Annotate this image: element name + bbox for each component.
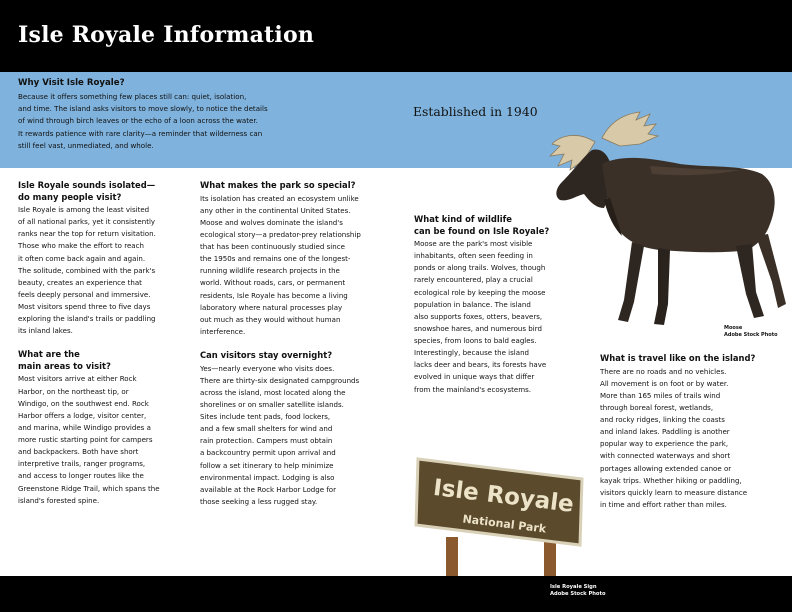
overnight-heading: Can visitors stay overnight? <box>200 350 333 360</box>
wildlife-heading: What kind of wildlife can be found on Isle Royale? <box>414 214 550 236</box>
established-label: Established in 1940 <box>413 104 538 119</box>
isle-royale-sign-photo <box>410 445 590 580</box>
special-body: Its isolation has created an ecosystem unlike any other in the continental United States. Moose and wolves dominate the island's ecological story—a predator-prey relationship that has been continuously studied since the 1950s and remains one of the longest- running wildlife research projects in the world. Without roads, cars, or permanent residents, Isle Royale has become a living laboratory where natural processes play out much as they would without human interference. <box>200 193 361 336</box>
overnight-body: Yes—nearly everyone who visits does. There are thirty-six designated campgrounds across the island, most located along the shorelines or on smaller satellite islands. Sites include tent pads, food lockers, and a few small shelters for wind and rain protection. Campers must obtain a backcountry permit upon arrival and follow a set itinerary to help minimize environmental impact. Lodging is also available at the Rock Harbor Lodge for those seeking a less rugged stay. <box>200 363 360 506</box>
areas-heading: What are the main areas to visit? <box>18 349 111 371</box>
isolated-heading: Isle Royale sounds isolated— do many people visit? <box>18 180 156 202</box>
travel-body: There are no roads and no vehicles. All movement is on foot or by water. More than 165 miles of trails wind through boreal forest, wetlands, and rocky ridges, linking the coasts and inland lakes. Paddling is another popular way to experience the park, with connected waterways and short portages allowing extended canoe or kayak trips. Whether hiking or paddling, visitors quickly learn to measure distance in time and effort rather than miles. <box>600 366 748 509</box>
page-title: Isle Royale Information <box>18 22 315 48</box>
sign-subtitle: National Park <box>461 512 547 536</box>
column-travel <box>600 353 785 511</box>
footer-bar <box>0 576 792 612</box>
special-heading: What makes the park so special? <box>200 180 356 190</box>
moose-caption: Moose Adobe Stock Photo <box>724 325 778 338</box>
isolated-body: Isle Royale is among the least visited of all national parks, yet it consistently ranks near the top for return visitation. Those who make the effort to reach it often come back again and again. The solitude, combined with the park's beauty, creates an experience that feels deeply personal and immersive. Most visitors spend three to five days exploring the island's trails or paddling its inland lakes. <box>18 205 156 336</box>
travel-heading: What is travel like on the island? <box>600 353 756 363</box>
column-wildlife <box>414 214 592 396</box>
wildlife-body: Moose are the park's most visible inhabitants, often seen feeding in ponds or along trails. Wolves, though rarely encountered, play a crucial ecological role by keeping the moose population in balance. The island also supports foxes, otters, beavers, snowshoe hares, and numerous bird species, from loons to bald eagles. Interestingly, because the island lacks deer and bears, its forests have evolved in unique ways that differ from the mainland's ecosystems. <box>414 239 547 394</box>
column-middle <box>200 180 390 508</box>
column-left <box>18 180 196 507</box>
why-visit-body: Because it offers something few places still can: quiet, isolation, and time. The island asks visitors to move slowly, to notice the details of wind through birch leaves or the echo of a loon across the water. It rewards patience with rare clarity—a reminder that wilderness can still feel vast, unmediated, and whole. <box>18 92 268 150</box>
areas-body: Most visitors arrive at either Rock Harbor, on the northeast tip, or Windigo, on the southwest end. Rock Harbor offers a lodge, visitor center, and marina, while Windigo provides a more rustic starting point for campers and backpackers. Both have short interpretive trails, ranger programs, and access to longer routes like the Greenstone Ridge Trail, which spans the island's forested spine. <box>18 374 160 505</box>
sign-title: Isle Royale <box>431 474 576 518</box>
sign-caption: Isle Royale Sign Adobe Stock Photo <box>550 584 606 597</box>
why-visit-heading: Why Visit Isle Royale? <box>18 78 125 88</box>
